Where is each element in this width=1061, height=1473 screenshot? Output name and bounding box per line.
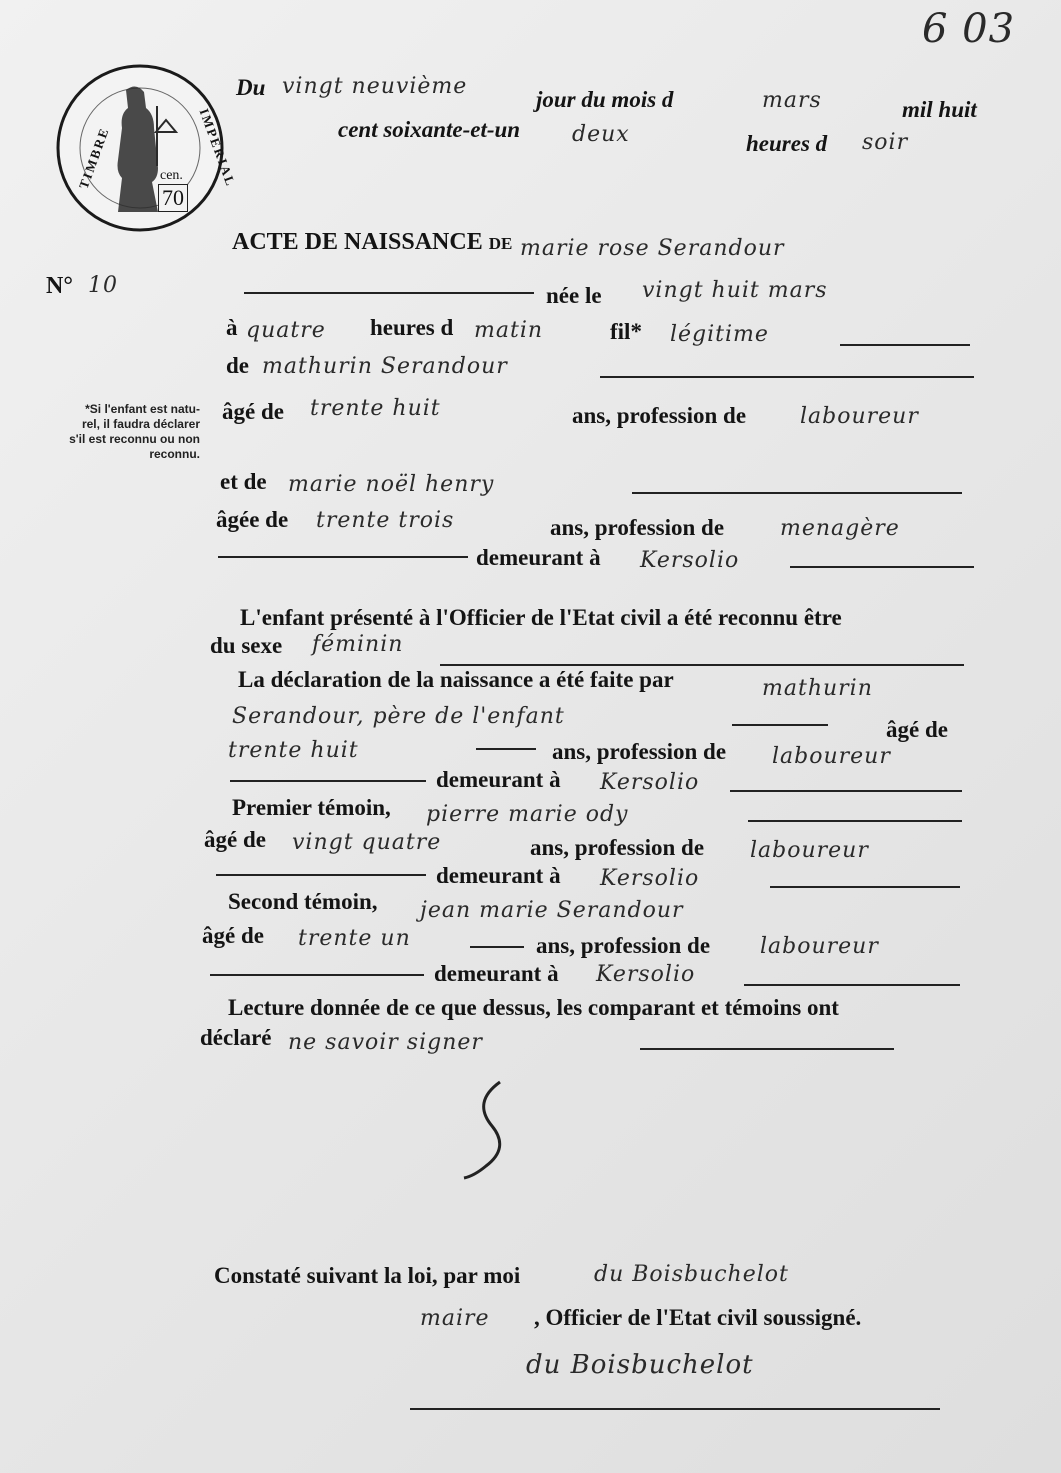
mother-age-label: âgée de [216, 507, 289, 532]
declarant-name-2: Serandour, père de l'enfant [232, 704, 565, 729]
first-witness-profession: laboureur [750, 838, 869, 863]
sexe-label: du sexe [210, 633, 283, 658]
nee-le-label: née le [546, 283, 602, 308]
a-label: à [226, 315, 238, 340]
father-profession-label: ans, profession de [572, 403, 747, 428]
first-witness-residence: Kersolio [600, 866, 700, 891]
mother-residence: Kersolio [640, 548, 740, 573]
header-cent: cent soixante-et-un [338, 117, 521, 142]
note-line: reconnu. [149, 447, 200, 461]
birth-hour: quatre [246, 318, 326, 343]
rule [230, 780, 426, 782]
second-witness-profession: laboureur [760, 934, 879, 959]
father-age-label: âgé de [222, 399, 284, 424]
birth-period: matin [474, 318, 544, 343]
declarant-age-label: âgé de [886, 717, 948, 742]
header-day: vingt neuvième [282, 74, 468, 99]
mother-profession-label: ans, profession de [550, 515, 725, 540]
et-de-label: et de [220, 469, 267, 494]
header-jour-du-mois: jour du mois d [536, 87, 674, 112]
rule [210, 974, 424, 976]
officer-signature: du Boisbuchelot [526, 1350, 754, 1380]
constate-line-2: , Officier de l'Etat civil soussigné. [534, 1305, 862, 1330]
rule [748, 820, 962, 822]
paraph-mark [456, 1076, 536, 1186]
header-du: Du [236, 75, 266, 100]
second-witness-profession-label: ans, profession de [536, 933, 711, 958]
constate-role: maire [420, 1306, 490, 1331]
mother-residence-label: demeurant à [476, 545, 601, 570]
father-name: mathurin Serandour [262, 354, 508, 379]
constate-officer: du Boisbuchelot [594, 1262, 789, 1287]
mother-age: trente trois [316, 508, 455, 533]
sexe-value: féminin [312, 632, 404, 657]
second-witness-age: trente un [298, 926, 411, 951]
declare-label: déclaré [200, 1025, 272, 1050]
note-line: s'il est reconnu ou non [69, 432, 200, 446]
mother-profession: menagère [780, 516, 900, 541]
mother-name: marie noël henry [288, 472, 495, 497]
side-note [30, 402, 200, 462]
second-witness-residence: Kersolio [596, 962, 696, 987]
rule [632, 492, 962, 494]
enfant-line: L'enfant présenté à l'Officier de l'Etat civil a été reconnu être [240, 605, 842, 630]
declaration-line: La déclaration de la naissance a été faite par [238, 667, 674, 692]
rule [840, 344, 970, 346]
folio-number: 6 03 [922, 6, 1016, 52]
child-name: marie rose Serandour [520, 236, 785, 261]
stamp-value: 70 [158, 184, 188, 212]
declare-value: ne savoir signer [288, 1030, 483, 1055]
rule [732, 724, 828, 726]
first-witness-name: pierre marie ody [426, 802, 629, 827]
record-number-label: N° [46, 273, 73, 299]
header-month: mars [762, 88, 822, 113]
first-witness-age-label: âgé de [204, 827, 266, 852]
second-witness-label: Second témoin, [228, 889, 378, 914]
note-line: *Si l'enfant est natu- [85, 402, 200, 416]
rule [640, 1048, 894, 1050]
heures-label: heures d [370, 315, 454, 340]
header-heures: heures d [746, 131, 828, 156]
fils-label: fil* [610, 319, 642, 344]
header-mil-huit: mil huit [902, 97, 977, 122]
lecture-line: Lecture donnée de ce que dessus, les comparant et témoins ont [228, 995, 839, 1020]
declarant-residence-label: demeurant à [436, 767, 561, 792]
second-witness-age-label: âgé de [202, 923, 264, 948]
rule [600, 376, 974, 378]
second-witness-residence-label: demeurant à [434, 961, 559, 986]
rule [244, 292, 534, 294]
rule [730, 790, 962, 792]
acte-label-text: ACTE DE NAISSANCE de [232, 229, 513, 255]
stamp-top-text: TIMBRE [75, 124, 113, 191]
rule [790, 566, 974, 568]
first-witness-profession-label: ans, profession de [530, 835, 705, 860]
rule [744, 984, 960, 986]
birth-date: vingt huit mars [642, 278, 828, 303]
filiation: légitime [670, 322, 769, 347]
rule [218, 556, 468, 558]
father-age: trente huit [310, 396, 441, 421]
header-period: soir [862, 130, 909, 155]
declarant-residence: Kersolio [600, 770, 700, 795]
second-witness-name: jean marie Serandour [420, 898, 684, 923]
header-hour: deux [572, 122, 630, 147]
acte-label [232, 228, 512, 256]
father-profession: laboureur [800, 404, 919, 429]
stamp-right-text: IMPERIAL [196, 106, 239, 190]
declarant-age: trente huit [228, 738, 359, 763]
de-label: de [226, 353, 249, 378]
imperial-stamp [56, 60, 239, 238]
declarant-name: mathurin [762, 676, 873, 701]
declarant-profession-label: ans, profession de [552, 739, 727, 764]
rule [476, 748, 536, 750]
declarant-profession: laboureur [772, 744, 891, 769]
first-witness-residence-label: demeurant à [436, 863, 561, 888]
rule [470, 946, 524, 948]
first-witness-label: Premier témoin, [232, 795, 391, 820]
rule [216, 874, 426, 876]
signature-rule [410, 1408, 940, 1410]
record-number: 10 [88, 273, 118, 298]
note-line: rel, il faudra déclarer [81, 417, 200, 431]
stamp-denomination: cen. [160, 168, 183, 183]
constate-line: Constaté suivant la loi, par moi [214, 1263, 521, 1288]
first-witness-age: vingt quatre [292, 830, 442, 855]
rule [770, 886, 960, 888]
